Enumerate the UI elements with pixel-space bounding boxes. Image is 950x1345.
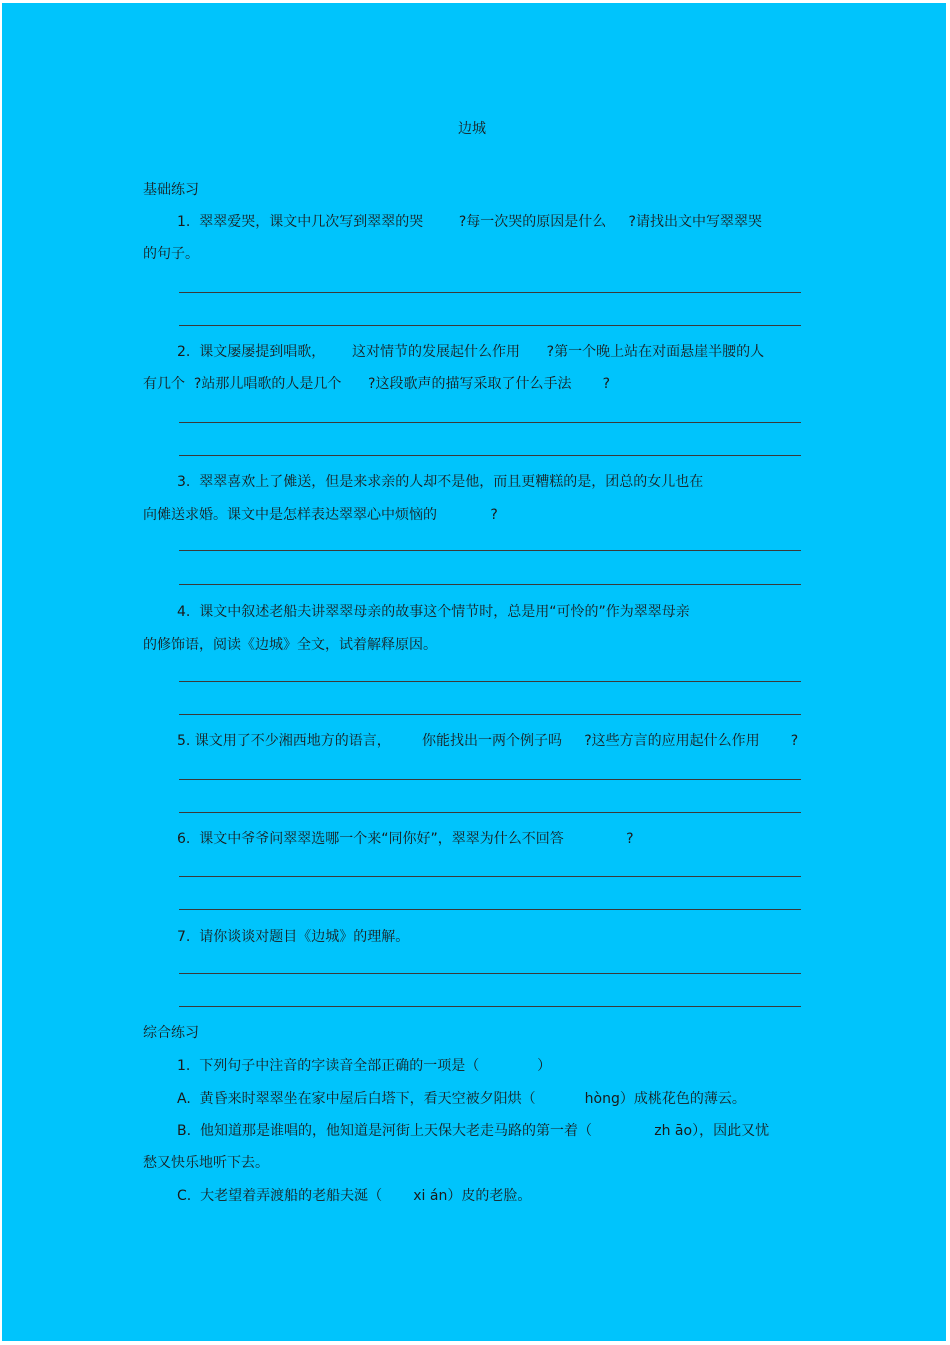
answer-line bbox=[179, 973, 801, 974]
option-b-line-1: B. 他知道那是谁唱的，他知道是河街上天保大老走马路的第一着（ zh āo），因此又忧 bbox=[177, 1123, 770, 1139]
question-6-line-1: 6. 课文中爷爷问翠翠选哪一个来“同你好”，翠翠为什么不回答 ? bbox=[177, 831, 634, 847]
answer-line bbox=[179, 422, 801, 423]
page-title: 边城 bbox=[458, 121, 486, 137]
document-page bbox=[2, 3, 946, 1341]
section-heading-comprehensive: 综合练习 bbox=[143, 1025, 199, 1041]
option-b-line-2: 愁又快乐地听下去。 bbox=[143, 1155, 269, 1171]
answer-line bbox=[179, 1006, 801, 1007]
option-a: A. 黄昏来时翠翠坐在家中屋后白塔下，看天空被夕阳烘（ hòng）成桃花色的薄云。 bbox=[177, 1091, 746, 1107]
section-heading-basic: 基础练习 bbox=[143, 182, 199, 198]
question-4-line-2: 的修饰语，阅读《边城》全文，试着解释原因。 bbox=[143, 637, 437, 653]
question-1-line-2: 的句子。 bbox=[143, 246, 199, 262]
answer-line bbox=[179, 325, 801, 326]
answer-line bbox=[179, 779, 801, 780]
answer-line bbox=[179, 681, 801, 682]
option-c: C. 大老望着弄渡船的老船夫涎（ xi án）皮的老脸。 bbox=[177, 1188, 532, 1204]
answer-line bbox=[179, 550, 801, 551]
question-5-line-1: 5. 课文用了不少湘西地方的语言， 你能找出一两个例子吗 ?这些方言的应用起什么作用 ? bbox=[177, 733, 799, 749]
answer-line bbox=[179, 292, 801, 293]
answer-line bbox=[179, 909, 801, 910]
question-1-line-1: 1. 翠翠爱哭，课文中几次写到翠翠的哭 ?每一次哭的原因是什么 ?请找出文中写翠翠哭 bbox=[177, 214, 762, 230]
question-2-line-2: 有几个 ?站那儿唱歌的人是几个 ?这段歌声的描写采取了什么手法 ? bbox=[143, 376, 611, 392]
answer-line bbox=[179, 584, 801, 585]
question-4-line-1: 4. 课文中叙述老船夫讲翠翠母亲的故事这个情节时，总是用“可怜的”作为翠翠母亲 bbox=[177, 604, 690, 620]
answer-line bbox=[179, 876, 801, 877]
comprehensive-question-1: 1. 下列句子中注音的字读音全部正确的一项是（ ） bbox=[177, 1058, 552, 1074]
question-2-line-1: 2. 课文屡屡提到唱歌， 这对情节的发展起什么作用 ?第一个晚上站在对面悬崖半腰的人 bbox=[177, 344, 765, 360]
answer-line bbox=[179, 812, 801, 813]
question-3-line-1: 3. 翠翠喜欢上了傩送，但是来求亲的人却不是他，而且更糟糕的是，团总的女儿也在 bbox=[177, 474, 704, 490]
answer-line bbox=[179, 455, 801, 456]
question-3-line-2: 向傩送求婚。课文中是怎样表达翠翠心中烦恼的 ? bbox=[143, 507, 498, 523]
question-7-line-1: 7. 请你谈谈对题目《边城》的理解。 bbox=[177, 929, 410, 945]
answer-line bbox=[179, 714, 801, 715]
